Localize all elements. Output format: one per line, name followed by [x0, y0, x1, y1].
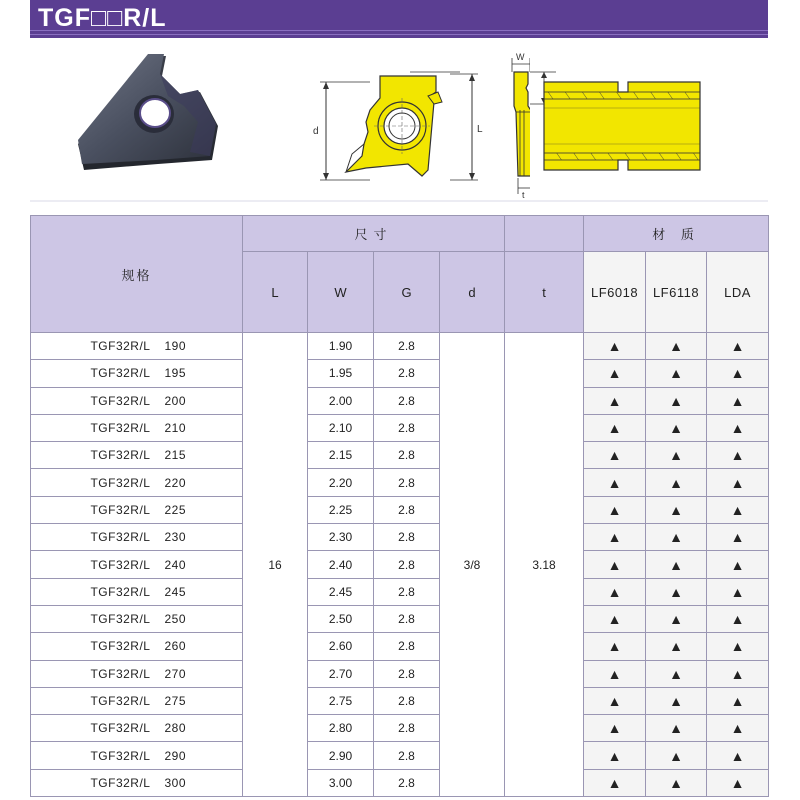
spec-cell	[31, 660, 243, 687]
availability-mark-lf6018: ▲	[584, 442, 646, 469]
table-row	[31, 687, 769, 714]
w-cell: 1.95	[308, 360, 374, 387]
spec-header: 规格	[31, 216, 243, 333]
spec-cell	[31, 769, 243, 796]
g-cell: 2.8	[374, 442, 440, 469]
availability-mark-lf6118: ▲	[646, 551, 707, 578]
w-cell: 2.00	[308, 387, 374, 414]
availability-mark-lda: ▲	[707, 578, 769, 605]
table-row	[31, 387, 769, 414]
availability-mark-lf6018: ▲	[584, 469, 646, 496]
spec-cell	[31, 605, 243, 632]
spec-code: 215	[164, 448, 186, 463]
g-cell: 2.8	[374, 333, 440, 360]
spec-cell	[31, 496, 243, 523]
availability-mark-lf6018: ▲	[584, 605, 646, 632]
col-lf6118-header: LF6118	[646, 252, 707, 333]
g-cell: 2.8	[374, 496, 440, 523]
w-cell: 2.45	[308, 578, 374, 605]
availability-mark-lda: ▲	[707, 360, 769, 387]
availability-mark-lda: ▲	[707, 387, 769, 414]
availability-mark-lf6118: ▲	[646, 333, 707, 360]
top-view-drawing	[538, 78, 708, 178]
spec-model: TGF32R/L	[90, 666, 151, 681]
availability-mark-lda: ▲	[707, 551, 769, 578]
availability-mark-lf6118: ▲	[646, 660, 707, 687]
availability-mark-lf6018: ▲	[584, 414, 646, 441]
availability-mark-lf6118: ▲	[646, 633, 707, 660]
col-d-header: d	[440, 252, 505, 333]
w-cell: 2.80	[308, 715, 374, 742]
spec-model: TGF32R/L	[90, 339, 151, 354]
availability-mark-lf6018: ▲	[584, 633, 646, 660]
spec-model: TGF32R/L	[90, 748, 151, 763]
spec-model: TGF32R/L	[90, 502, 151, 517]
availability-mark-lda: ▲	[707, 442, 769, 469]
spec-model: TGF32R/L	[90, 475, 151, 490]
spec-table-body	[31, 333, 769, 797]
spec-cell	[31, 687, 243, 714]
g-cell: 2.8	[374, 551, 440, 578]
table-row	[31, 605, 769, 632]
availability-mark-lf6018: ▲	[584, 660, 646, 687]
spec-model: TGF32R/L	[90, 366, 151, 381]
spec-model: TGF32R/L	[90, 448, 151, 463]
availability-mark-lf6118: ▲	[646, 360, 707, 387]
spec-cell	[31, 524, 243, 551]
g-cell: 2.8	[374, 578, 440, 605]
table-row	[31, 414, 769, 441]
spec-cell	[31, 360, 243, 387]
availability-mark-lf6018: ▲	[584, 769, 646, 796]
availability-mark-lda: ▲	[707, 660, 769, 687]
title-bar	[30, 0, 768, 38]
col-lf6018-header: LF6018	[584, 252, 646, 333]
spec-model: TGF32R/L	[90, 639, 151, 654]
availability-mark-lda: ▲	[707, 414, 769, 441]
availability-mark-lf6118: ▲	[646, 524, 707, 551]
w-cell: 2.30	[308, 524, 374, 551]
availability-mark-lda: ▲	[707, 333, 769, 360]
table-row	[31, 769, 769, 796]
w-cell: 2.50	[308, 605, 374, 632]
w-cell: 2.20	[308, 469, 374, 496]
g-cell: 2.8	[374, 414, 440, 441]
spec-model: TGF32R/L	[90, 612, 151, 627]
g-cell: 2.8	[374, 605, 440, 632]
w-cell: 2.15	[308, 442, 374, 469]
availability-mark-lf6118: ▲	[646, 496, 707, 523]
g-cell: 2.8	[374, 769, 440, 796]
availability-mark-lda: ▲	[707, 715, 769, 742]
spec-code: 190	[164, 339, 186, 354]
spec-model: TGF32R/L	[90, 557, 151, 572]
spec-cell	[31, 333, 243, 360]
spec-code: 270	[164, 666, 186, 681]
dims-header-extension	[505, 216, 584, 252]
spec-model: TGF32R/L	[90, 421, 151, 436]
availability-mark-lf6118: ▲	[646, 469, 707, 496]
spec-cell	[31, 633, 243, 660]
availability-mark-lf6118: ▲	[646, 769, 707, 796]
spec-code: 230	[164, 530, 186, 545]
g-cell: 2.8	[374, 660, 440, 687]
availability-mark-lf6018: ▲	[584, 578, 646, 605]
spec-cell	[31, 715, 243, 742]
shared-d-cell: 3/8	[440, 333, 505, 797]
spec-model: TGF32R/L	[90, 694, 151, 708]
figure-area	[30, 38, 768, 200]
spec-cell	[31, 742, 243, 769]
front-view-drawing	[310, 62, 460, 192]
table-row	[31, 442, 769, 469]
dims-header: 尺寸	[243, 216, 505, 252]
spec-code: 275	[164, 694, 186, 708]
side-view-drawing	[460, 48, 530, 198]
spec-cell	[31, 469, 243, 496]
availability-mark-lf6118: ▲	[646, 387, 707, 414]
title-stripe	[30, 34, 768, 35]
spec-code: 250	[164, 612, 186, 627]
spec-cell	[31, 578, 243, 605]
g-cell: 2.8	[374, 687, 440, 714]
spec-model: TGF32R/L	[90, 775, 151, 790]
availability-mark-lda: ▲	[707, 742, 769, 769]
spec-code: 210	[164, 421, 186, 436]
availability-mark-lf6018: ▲	[584, 742, 646, 769]
g-cell: 2.8	[374, 524, 440, 551]
label-L: L	[477, 124, 483, 135]
g-cell: 2.8	[374, 633, 440, 660]
figure-divider	[30, 200, 768, 202]
spec-model: TGF32R/L	[90, 721, 151, 736]
shared-L-cell: 16	[243, 333, 308, 797]
availability-mark-lf6018: ▲	[584, 387, 646, 414]
shared-t-cell: 3.18	[505, 333, 584, 797]
availability-mark-lf6118: ▲	[646, 715, 707, 742]
table-row	[31, 578, 769, 605]
table-row	[31, 742, 769, 769]
availability-mark-lda: ▲	[707, 769, 769, 796]
availability-mark-lf6118: ▲	[646, 578, 707, 605]
g-cell: 2.8	[374, 387, 440, 414]
table-row	[31, 469, 769, 496]
label-W: W	[516, 52, 525, 62]
table-row	[31, 333, 769, 360]
spec-code: 240	[164, 557, 186, 572]
table-row	[31, 524, 769, 551]
availability-mark-lda: ▲	[707, 633, 769, 660]
g-cell: 2.8	[374, 715, 440, 742]
table-row	[31, 660, 769, 687]
availability-mark-lda: ▲	[707, 496, 769, 523]
spec-table	[30, 215, 769, 797]
spec-cell	[31, 551, 243, 578]
insert-photo	[70, 52, 230, 182]
availability-mark-lf6018: ▲	[584, 687, 646, 714]
w-cell: 2.90	[308, 742, 374, 769]
spec-code: 290	[164, 748, 186, 763]
col-G-header: G	[374, 252, 440, 333]
availability-mark-lf6018: ▲	[584, 551, 646, 578]
g-cell: 2.8	[374, 469, 440, 496]
spec-code: 220	[164, 475, 186, 490]
spec-model: TGF32R/L	[90, 530, 151, 545]
table-row	[31, 551, 769, 578]
spec-model: TGF32R/L	[90, 393, 151, 408]
table-row	[31, 496, 769, 523]
availability-mark-lf6118: ▲	[646, 605, 707, 632]
table-row	[31, 715, 769, 742]
table-row	[31, 360, 769, 387]
spec-code: 195	[164, 366, 186, 381]
w-cell: 2.25	[308, 496, 374, 523]
availability-mark-lf6018: ▲	[584, 715, 646, 742]
w-cell: 2.10	[308, 414, 374, 441]
availability-mark-lf6018: ▲	[584, 524, 646, 551]
availability-mark-lf6018: ▲	[584, 333, 646, 360]
w-cell: 3.00	[308, 769, 374, 796]
spec-code: 280	[164, 721, 186, 736]
spec-cell	[31, 414, 243, 441]
page-title: TGF□□R/L	[38, 4, 167, 32]
label-t: t	[522, 190, 525, 198]
spec-cell	[31, 387, 243, 414]
availability-mark-lf6118: ▲	[646, 414, 707, 441]
g-cell: 2.8	[374, 742, 440, 769]
g-cell: 2.8	[374, 360, 440, 387]
spec-model: TGF32R/L	[90, 584, 151, 599]
col-L-header: L	[243, 252, 308, 333]
w-cell: 2.70	[308, 660, 374, 687]
spec-code: 225	[164, 502, 186, 517]
table-row	[31, 633, 769, 660]
spec-code: 200	[164, 393, 186, 408]
col-t-header: t	[505, 252, 584, 333]
availability-mark-lf6118: ▲	[646, 687, 707, 714]
availability-mark-lf6118: ▲	[646, 742, 707, 769]
availability-mark-lda: ▲	[707, 469, 769, 496]
availability-mark-lf6018: ▲	[584, 360, 646, 387]
spec-cell	[31, 442, 243, 469]
w-cell: 1.90	[308, 333, 374, 360]
col-lda-header: LDA	[707, 252, 769, 333]
spec-code: 260	[164, 639, 186, 654]
w-cell: 2.60	[308, 633, 374, 660]
availability-mark-lda: ▲	[707, 687, 769, 714]
availability-mark-lf6118: ▲	[646, 442, 707, 469]
spec-code: 300	[164, 775, 186, 790]
availability-mark-lda: ▲	[707, 605, 769, 632]
col-W-header: W	[308, 252, 374, 333]
w-cell: 2.40	[308, 551, 374, 578]
availability-mark-lda: ▲	[707, 524, 769, 551]
w-cell: 2.75	[308, 687, 374, 714]
spec-code: 245	[164, 584, 186, 599]
material-header: 材 质	[584, 216, 769, 252]
label-d: d	[313, 126, 319, 137]
availability-mark-lf6018: ▲	[584, 496, 646, 523]
